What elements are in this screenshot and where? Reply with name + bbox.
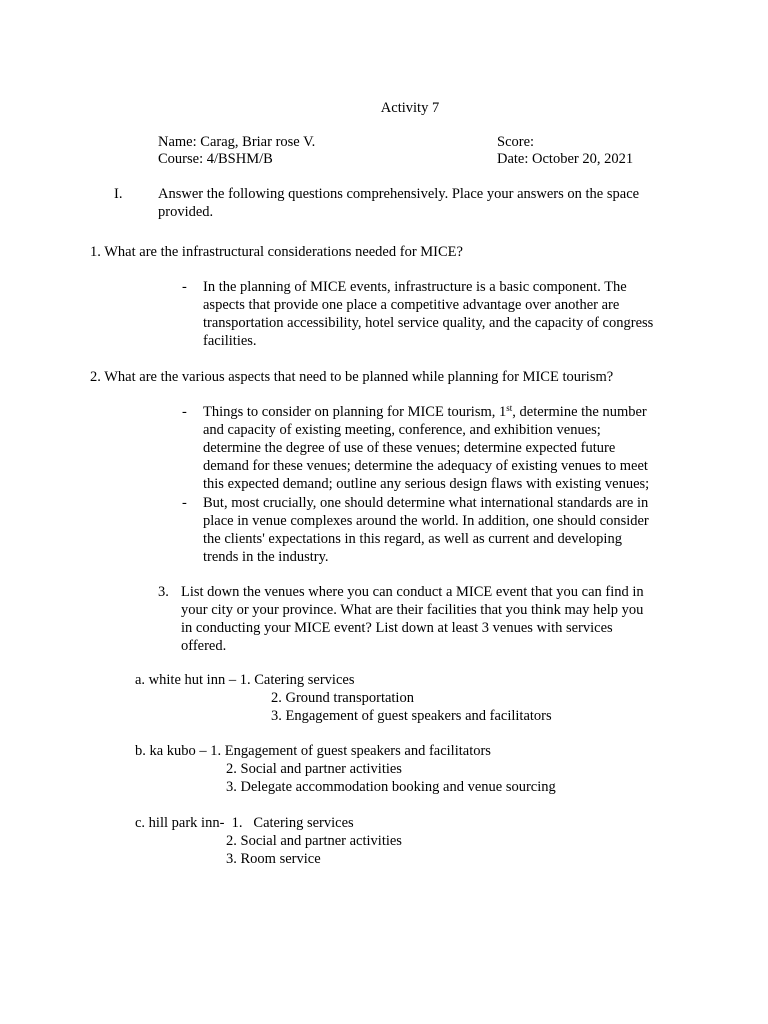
venue-b-heading: b. ka kubo – 1. Engagement of guest speakers and facilitators: [135, 743, 491, 759]
question-line: your city or your province. What are their facilities that you think may help you: [181, 602, 644, 618]
student-course: Course: 4/BSHM/B: [158, 151, 273, 167]
answer-line: transportation accessibility, hotel service quality, and the capacity of congress: [203, 315, 654, 331]
document-title: Activity 7: [380, 100, 440, 116]
service-item: 2. Social and partner activities: [226, 833, 402, 849]
venue-a-services: [271, 689, 552, 725]
venue-b-services: [226, 760, 556, 796]
answer-line: [203, 403, 649, 421]
answer-line: demand for these venues; determine the adequacy of existing venues to meet: [203, 458, 648, 474]
date-field: Date: October 20, 2021: [497, 151, 634, 167]
bullet-dash: -: [182, 495, 187, 511]
answer-line: facilities.: [203, 333, 257, 349]
service-item: 3. Room service: [226, 851, 321, 867]
answer-line: But, most crucially, one should determine what international standards are in: [203, 495, 649, 511]
answer-2b: [203, 494, 649, 566]
answer-line: aspects that provide one place a competitive advantage over another are: [203, 297, 620, 313]
instruction-line: Answer the following questions comprehensively. Place your answers on the space: [158, 186, 640, 202]
answer-1: [203, 278, 653, 350]
question-line: List down the venues where you can conduct a MICE event that you can find in: [181, 584, 644, 600]
section-instruction: [158, 185, 639, 221]
student-name: Name: Carag, Briar rose V.: [158, 134, 316, 150]
answer-line: determine the degree of use of these venues; determine expected future: [203, 440, 616, 456]
answer-line: the clients' expectations in this regard, as well as current and developing: [203, 531, 622, 547]
question-3: [181, 583, 644, 655]
question-3-number: 3.: [158, 584, 169, 600]
question-line: offered.: [181, 638, 227, 654]
service-item: 2. Ground transportation: [271, 690, 414, 706]
venue-a-heading: a. white hut inn – 1. Catering services: [135, 672, 355, 688]
service-item: 3. Delegate accommodation booking and venue sourcing: [226, 779, 556, 795]
service-item: 2. Social and partner activities: [226, 761, 402, 777]
answer-line: place in venue complexes around the world. In addition, one should consider: [203, 513, 649, 529]
answer-2a: [203, 403, 649, 493]
answer-text: Things to consider on planning for MICE tourism, 1: [203, 404, 507, 420]
service-item: 3. Engagement of guest speakers and facilitators: [271, 708, 552, 724]
venue-c-heading: c. hill park inn- 1. Catering services: [135, 815, 354, 831]
answer-text: , determine the number: [512, 404, 647, 420]
bullet-dash: -: [182, 279, 187, 295]
venue-c-services: [226, 832, 402, 868]
instruction-line: provided.: [158, 204, 214, 220]
bullet-dash: -: [182, 404, 187, 420]
answer-line: and capacity of existing meeting, conference, and exhibition venues;: [203, 422, 601, 438]
question-line: in conducting your MICE event? List down at least 3 venues with services: [181, 620, 613, 636]
score-field: Score:: [497, 134, 535, 150]
answer-line: trends in the industry.: [203, 549, 329, 565]
question-2: 2. What are the various aspects that need to be planned while planning for MICE tourism?: [90, 369, 614, 385]
ordinal-suffix: st: [506, 403, 513, 413]
question-1: 1. What are the infrastructural considerations needed for MICE?: [90, 244, 463, 260]
answer-line: In the planning of MICE events, infrastructure is a basic component. The: [203, 279, 627, 295]
answer-line: this expected demand; outline any serious design flaws with existing venues;: [203, 476, 650, 492]
section-number: I.: [114, 186, 123, 202]
